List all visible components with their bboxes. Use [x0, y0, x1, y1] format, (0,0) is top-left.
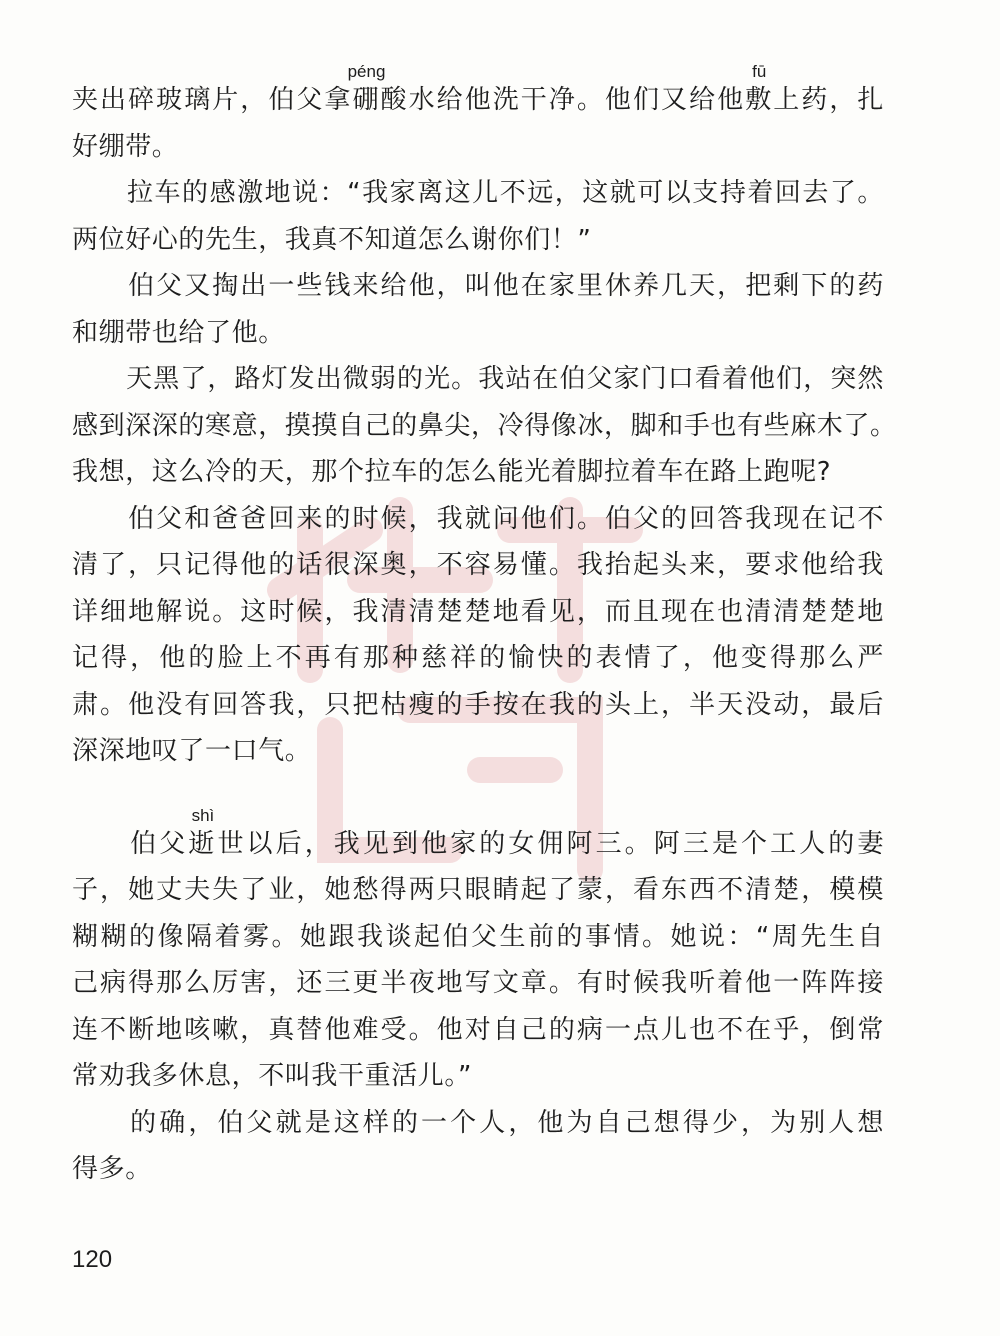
text-line [72, 549, 884, 581]
text-line [72, 642, 884, 674]
text-line [72, 410, 897, 442]
text-line [72, 874, 884, 906]
annotated-character-text: 逝 [188, 828, 218, 859]
annotated-character-text: 硼 [352, 85, 381, 115]
text-line [72, 363, 884, 395]
text-segment: 的确，伯父就是这样的一个人，他为自己想得少，为别人想 [72, 1107, 884, 1138]
text-line [72, 317, 285, 349]
text-line [72, 1107, 884, 1139]
text-line [72, 224, 591, 256]
text-segment: 伯父和爸爸回来的时候，我就问他们。伯父的回答我现在记不 [72, 503, 884, 534]
text-segment: 拉车的感激地说：“我家离这儿不远，这就可以支持着回去了。 [72, 178, 884, 208]
text-line [72, 967, 884, 999]
text-segment: 伯父又掏出一些钱来给他，叫他在家里休养几天，把剩下的药 [72, 271, 884, 301]
pinyin-annotation: fū [752, 62, 767, 81]
text-segment: 己病得那么厉害，还三更半夜地写文章。有时候我听着他一阵阵接 [72, 968, 884, 998]
page-number: 120 [72, 1246, 113, 1273]
text-line [72, 131, 178, 163]
annotated-character [347, 62, 386, 115]
text-line [72, 921, 884, 953]
text-segment: 肃。他没有回答我，只把枯瘦的手按在我的头上，半天没动，最后 [72, 689, 884, 720]
text-segment: 子，她丈夫失了业，她愁得两只眼睛起了蒙，看东西不清楚，模模 [72, 875, 884, 905]
text-line [72, 177, 884, 209]
text-segment: 糊糊的像隔着雾。她跟我谈起伯父生前的事情。她说：“周先生自 [72, 921, 884, 952]
text-segment: 世以后，我见到他家的女佣阿三。阿三是个工人的妻 [217, 828, 884, 859]
text-segment: 详细地解说。这时候，我清清楚楚地看见，而且现在也清清楚楚地 [72, 596, 884, 627]
text-segment: 伯父 [72, 828, 189, 859]
text-line [72, 689, 884, 721]
text-line [72, 1014, 884, 1046]
pinyin-annotation: shì [191, 805, 215, 825]
text-segment: 酸水给他洗干净。他们又给他 [380, 85, 746, 115]
text-segment: 得多。 [72, 1154, 152, 1184]
text-segment: 天黑了，路灯发出微弱的光。我站在伯父家门口看着他们，突然 [72, 364, 884, 394]
text-line [72, 270, 884, 302]
text-segment: 记得，他的脸上不再有那种慈祥的愉快的表情了，他变得那么严 [72, 643, 884, 673]
text-segment: 夹出碎玻璃片，伯父拿 [72, 85, 353, 115]
text-segment: 连不断地咳嗽，真替他难受。他对自己的病一点儿也不在乎，倒常 [72, 1014, 884, 1045]
text-line [72, 805, 884, 860]
text-segment: 常劝我多休息，不叫我干重活儿。” [72, 1061, 473, 1091]
text-line [72, 62, 884, 116]
text-line [72, 596, 884, 628]
text-segment: 好绷带。 [72, 131, 179, 162]
text-segment: 上药，扎 [773, 85, 884, 115]
text-segment: 两位好心的先生，我真不知道怎么谢你们！” [72, 224, 592, 255]
text-segment: 和绷带也给了他。 [72, 317, 285, 348]
text-line [72, 503, 884, 535]
text-line [72, 1060, 472, 1092]
text-line [72, 735, 311, 767]
text-segment: 感到深深的寒意，摸摸自己的鼻尖，冷得像冰，脚和手也有些麻木了。 [72, 410, 897, 441]
text-segment: 清了，只记得他的话很深奥，不容易懂。我抬起头来，要求他给我 [72, 550, 884, 580]
text-line [72, 456, 831, 488]
annotated-character [745, 62, 774, 115]
text-segment: 深深地叹了一口气。 [72, 736, 312, 766]
annotated-character [188, 805, 218, 859]
pinyin-annotation: péng [347, 62, 386, 81]
text-line [72, 1153, 152, 1185]
annotated-character-text: 敷 [745, 85, 774, 115]
text-segment: 我想，这么冷的天，那个拉车的怎么能光着脚拉着车在路上跑呢? [72, 457, 832, 487]
